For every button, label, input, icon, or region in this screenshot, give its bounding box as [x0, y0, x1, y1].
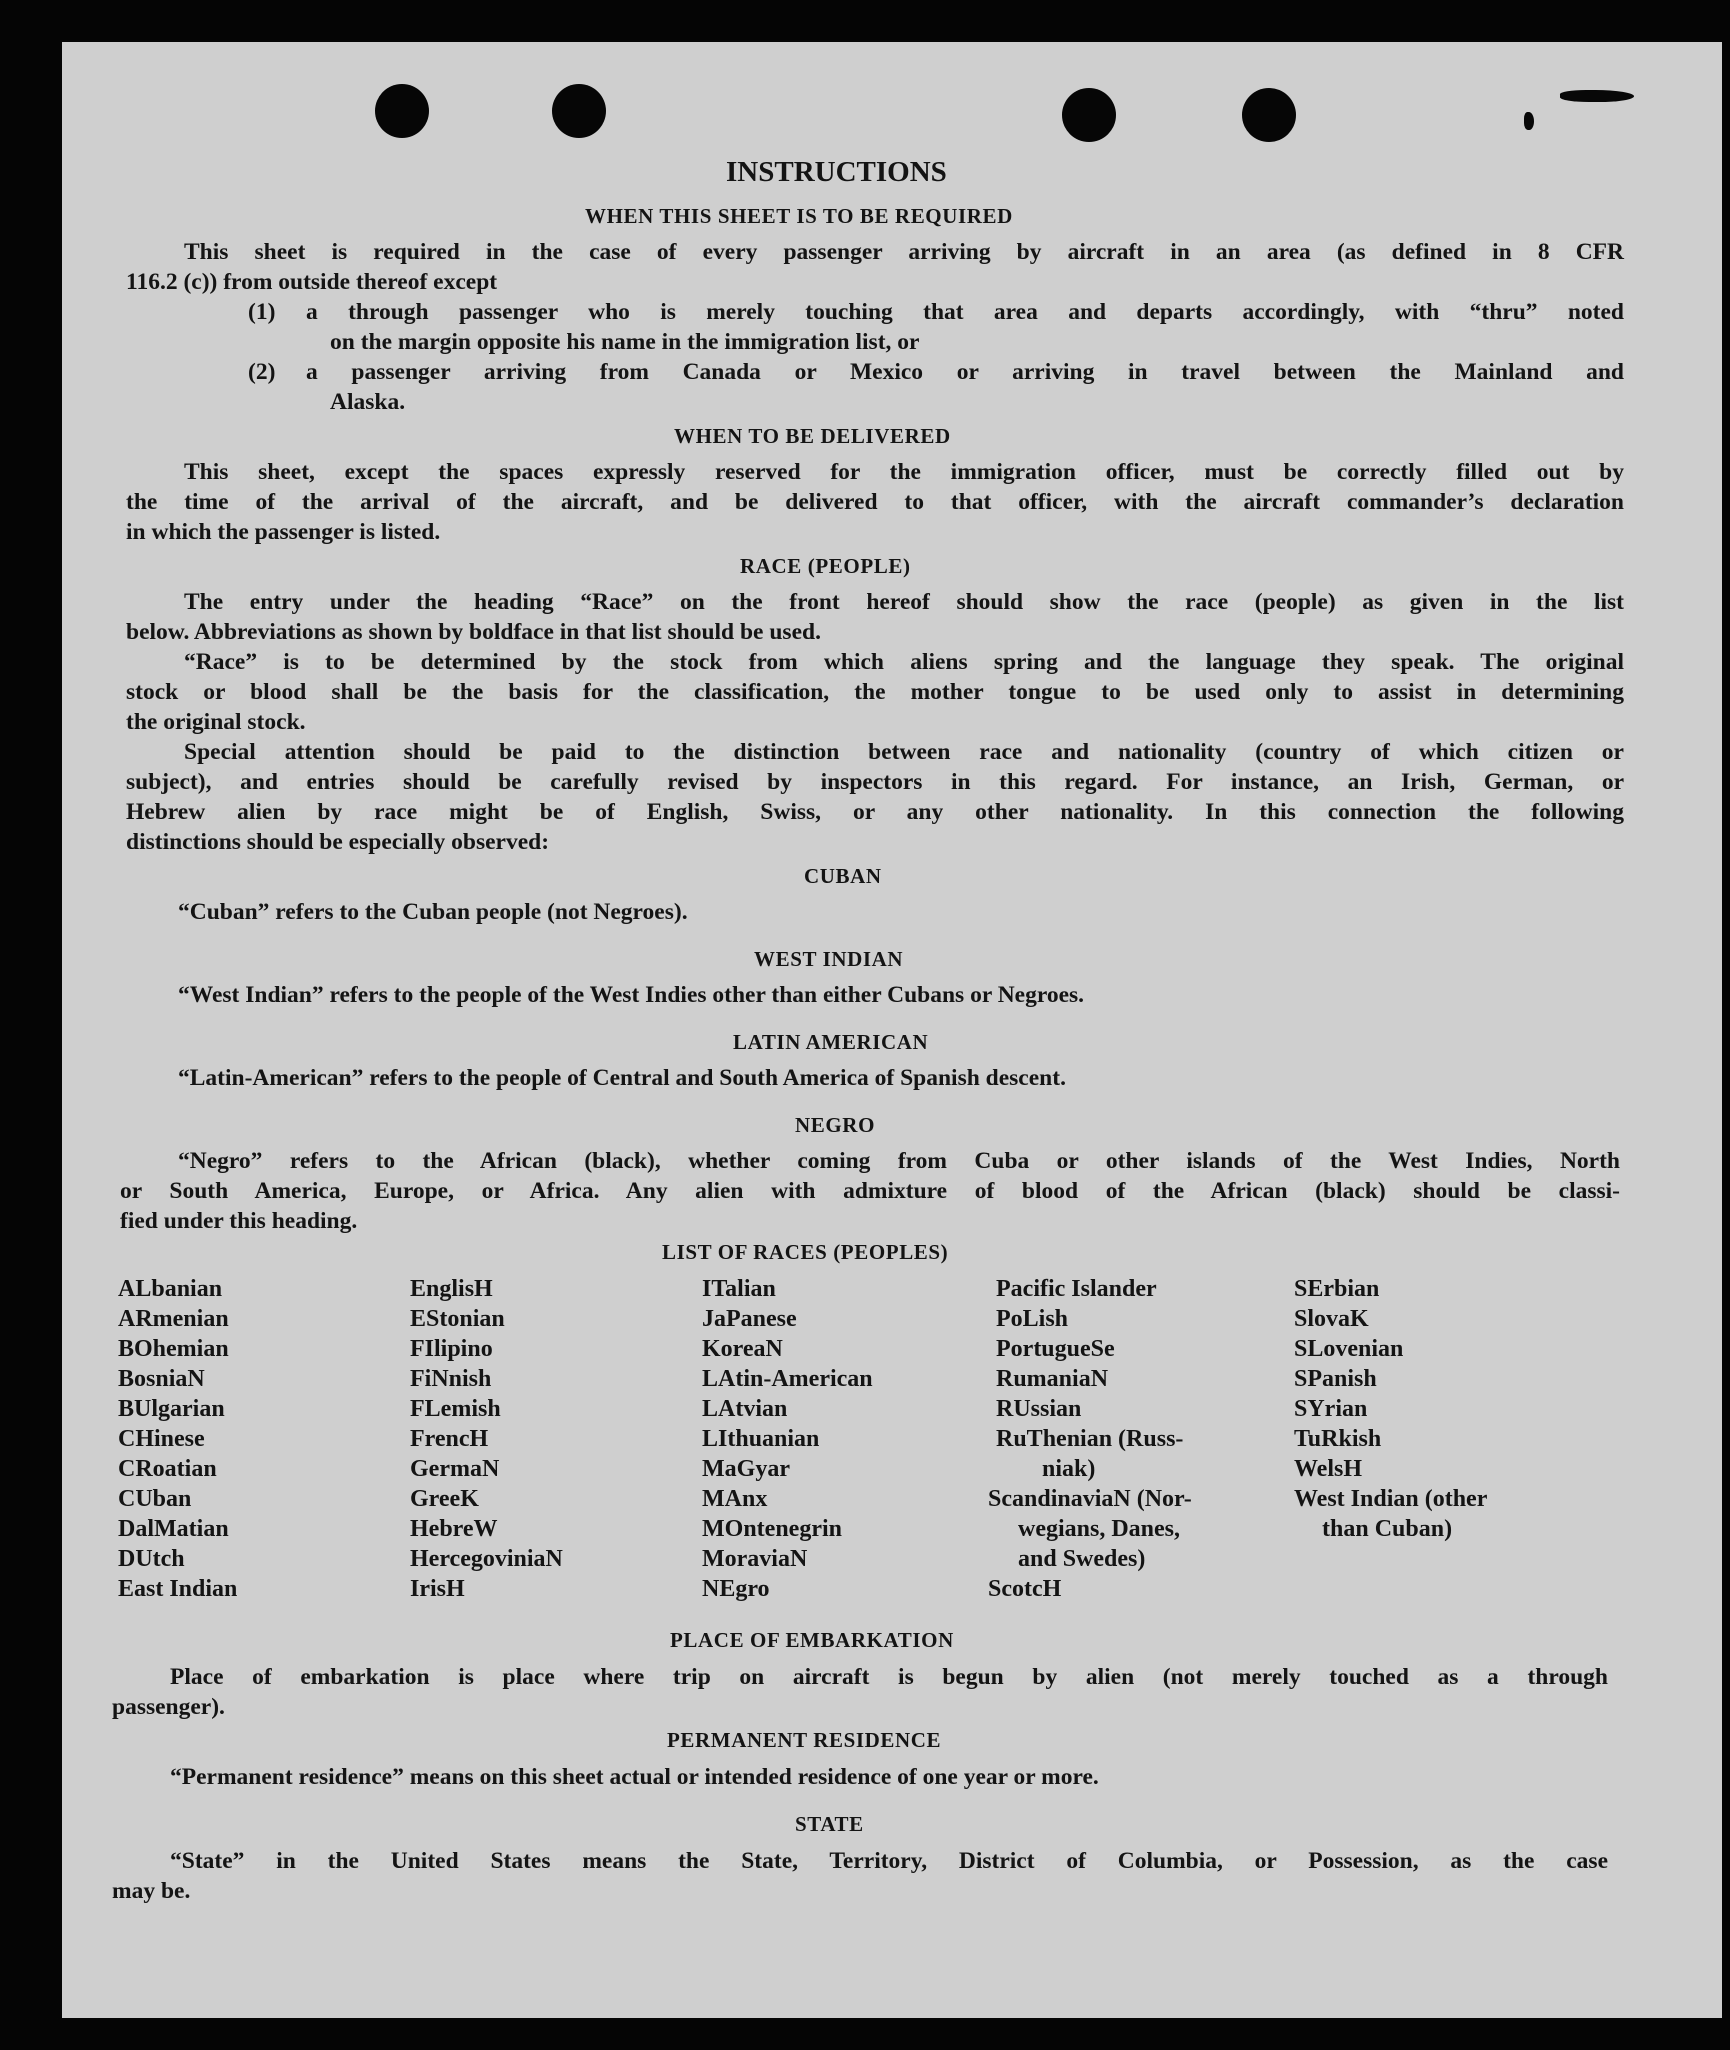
race-item: GreeK [410, 1486, 479, 1512]
race-item: ScandinaviaN (Nor- [988, 1486, 1192, 1512]
punch-hole [1062, 88, 1116, 142]
paragraph-line: subject), and entries should be carefully revised by inspectors in this regard. For instance, an Irish, German, or [126, 769, 1624, 795]
race-item: ARmenian [118, 1306, 229, 1332]
page-title: INSTRUCTIONS [726, 156, 947, 188]
race-item: IrisH [410, 1576, 465, 1602]
paragraph-line: passenger). [112, 1694, 225, 1720]
race-item: RUssian [996, 1396, 1082, 1422]
race-item: BUlgarian [118, 1396, 225, 1422]
race-item: PortugueSe [996, 1336, 1115, 1362]
race-item: LIthuanian [702, 1426, 820, 1452]
document-sheet [62, 42, 1722, 2018]
paragraph-line: Special attention should be paid to the distinction between race and nationality (country of which citizen or [184, 739, 1624, 765]
paragraph-line: the original stock. [126, 709, 306, 735]
race-item: TuRkish [1294, 1426, 1382, 1452]
section-heading: RACE (PEOPLE) [740, 554, 911, 578]
race-item: FLemish [410, 1396, 501, 1422]
race-item: WelsH [1294, 1456, 1363, 1482]
race-item: BosniaN [118, 1366, 205, 1392]
race-list-column [988, 1274, 1192, 1604]
section-heading: CUBAN [804, 864, 882, 888]
race-item: Pacific Islander [996, 1276, 1157, 1302]
race-item: wegians, Danes, [1018, 1516, 1181, 1542]
race-item: West Indian (other [1294, 1486, 1488, 1512]
race-item: SlovaK [1294, 1306, 1369, 1332]
race-item: MAnx [702, 1486, 768, 1512]
race-list-column [118, 1274, 237, 1604]
race-item: FrencH [410, 1426, 489, 1452]
race-item: RuThenian (Russ- [996, 1426, 1184, 1452]
race-item: MoraviaN [702, 1546, 808, 1572]
race-item: and Swedes) [1018, 1546, 1146, 1572]
race-item: ScotcH [988, 1576, 1062, 1602]
punch-hole [1242, 88, 1296, 142]
race-item: ALbanian [118, 1276, 223, 1302]
race-item: MaGyar [702, 1456, 790, 1482]
paragraph-line: Alaska. [330, 389, 406, 415]
paragraph-line: “Latin-American” refers to the people of Central and South America of Spanish descent. [178, 1065, 1066, 1091]
paragraph-line: This sheet is required in the case of every passenger arriving by aircraft in an area (as defined in 8 CFR [184, 239, 1624, 265]
race-item: SYrian [1294, 1396, 1368, 1422]
punch-hole [375, 84, 429, 138]
race-item: LAtvian [702, 1396, 788, 1422]
paragraph-line: a passenger arriving from Canada or Mexico or arriving in travel between the Mainland and [306, 359, 1624, 385]
paragraph-line: may be. [112, 1878, 191, 1904]
section-heading: LIST OF RACES (PEOPLES) [662, 1240, 949, 1264]
list-item-number: (1) [248, 299, 276, 325]
race-item: CHinese [118, 1426, 205, 1452]
paragraph-line: on the margin opposite his name in the immigration list, or [330, 329, 920, 355]
race-item: KoreaN [702, 1336, 783, 1362]
race-item: BOhemian [118, 1336, 229, 1362]
race-item: MOntenegrin [702, 1516, 842, 1542]
race-item: SErbian [1294, 1276, 1380, 1302]
race-item: DUtch [118, 1546, 185, 1572]
race-item: DalMatian [118, 1516, 229, 1542]
section-heading: WHEN THIS SHEET IS TO BE REQUIRED [585, 204, 1013, 228]
race-item: GermaN [410, 1456, 500, 1482]
paragraph-line: The entry under the heading “Race” on the front hereof should show the race (people) as given in the list [184, 589, 1624, 615]
ink-blot [1524, 112, 1534, 130]
race-item: EStonian [410, 1306, 505, 1332]
punch-hole [552, 84, 606, 138]
paragraph-line: or South America, Europe, or Africa. Any alien with admixture of blood of the African (black) should be classi- [120, 1178, 1620, 1204]
race-item: SLovenian [1294, 1336, 1404, 1362]
paragraph-line: in which the passenger is listed. [126, 519, 441, 545]
paragraph-line: a through passenger who is merely touching that area and departs accordingly, with “thru” noted [306, 299, 1624, 325]
paragraph-line: This sheet, except the spaces expressly reserved for the immigration officer, must be correctly filled out by [184, 459, 1624, 485]
section-heading: PERMANENT RESIDENCE [667, 1728, 942, 1752]
race-item: CUban [118, 1486, 192, 1512]
paragraph-line: below. Abbreviations as shown by boldface in that list should be used. [126, 619, 821, 645]
section-heading: PLACE OF EMBARKATION [670, 1628, 954, 1652]
race-list-column [410, 1274, 563, 1604]
section-heading: WHEN TO BE DELIVERED [674, 424, 951, 448]
paragraph-line: “Cuban” refers to the Cuban people (not Negroes). [178, 899, 688, 925]
paragraph-line: “Permanent residence” means on this sheet actual or intended residence of one year or more. [170, 1764, 1099, 1790]
race-item: HebreW [410, 1516, 498, 1542]
paragraph-line: 116.2 (c)) from outside thereof except [126, 269, 498, 295]
paragraph-line: “State” in the United States means the State, Territory, District of Columbia, or Possession, as the case [170, 1848, 1608, 1874]
paragraph-line: “Negro” refers to the African (black), whether coming from Cuba or other islands of the West Indies, North [178, 1148, 1620, 1174]
paragraph-line: the time of the arrival of the aircraft, and be delivered to that officer, with the aircraft commander’s declaration [126, 489, 1624, 515]
race-item: LAtin-American [702, 1366, 873, 1392]
paragraph-line: distinctions should be especially observed: [126, 829, 550, 855]
race-list-column [702, 1274, 873, 1604]
race-item: FiNnish [410, 1366, 492, 1392]
race-item: NEgro [702, 1576, 770, 1602]
paragraph-line: Place of embarkation is place where trip on aircraft is begun by alien (not merely touched as a through [170, 1664, 1608, 1690]
race-item: ITalian [702, 1276, 776, 1302]
race-item: FIlipino [410, 1336, 493, 1362]
paragraph-line: Hebrew alien by race might be of English, Swiss, or any other nationality. In this connection the following [126, 799, 1624, 825]
race-item: than Cuban) [1322, 1516, 1453, 1542]
section-heading: LATIN AMERICAN [733, 1030, 929, 1054]
race-item: East Indian [118, 1576, 238, 1602]
race-item: SPanish [1294, 1366, 1377, 1392]
section-heading: NEGRO [795, 1113, 876, 1137]
race-item: niak) [1042, 1456, 1096, 1482]
ink-blot [1560, 90, 1634, 102]
race-item: RumaniaN [996, 1366, 1109, 1392]
paragraph-line: fied under this heading. [120, 1208, 358, 1234]
race-item: CRoatian [118, 1456, 217, 1482]
race-list-column [1294, 1274, 1487, 1544]
race-item: HercegoviniaN [410, 1546, 563, 1572]
race-item: PoLish [996, 1306, 1069, 1332]
list-item-number: (2) [248, 359, 276, 385]
section-heading: WEST INDIAN [754, 947, 904, 971]
race-item: JaPanese [702, 1306, 797, 1332]
section-heading: STATE [795, 1812, 864, 1836]
paragraph-line: stock or blood shall be the basis for the classification, the mother tongue to be used only to assist in determining [126, 679, 1624, 705]
paragraph-line: “West Indian” refers to the people of the West Indies other than either Cubans or Negroes. [178, 982, 1085, 1008]
paragraph-line: “Race” is to be determined by the stock from which aliens spring and the language they speak. The original [184, 649, 1624, 675]
race-item: EnglisH [410, 1276, 493, 1302]
